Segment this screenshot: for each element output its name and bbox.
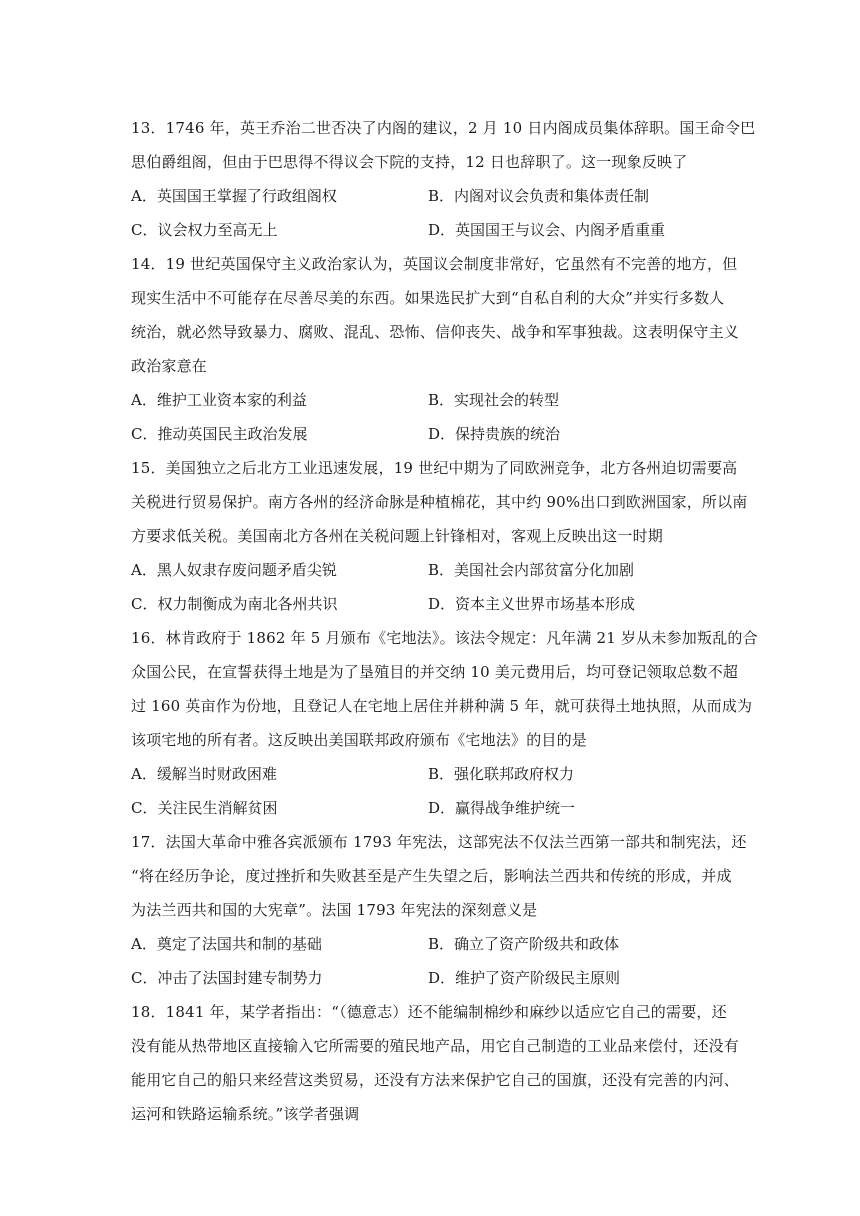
stem-line: 能用它自己的船只来经营这类贸易，还没有方法来保护它自己的国旗，还没有完善的内河、 xyxy=(131,1071,740,1089)
option-b: B．美国社会内部贫富分化加剧 xyxy=(428,561,635,579)
question-18 xyxy=(131,995,740,1131)
stem-line: 15．美国独立之后北方工业迅速发展，19 世纪中期为了同欧洲竞争，北方各州迫切需要高 xyxy=(131,459,738,477)
option-d: D．维护了资产阶级民主原则 xyxy=(428,969,621,987)
stem-line: 统治，就必然导致暴力、腐败、混乱、恐怖、信仰丧失、战争和军事独裁。这表明保守主义 xyxy=(131,323,740,341)
option-a: A．英国国王掌握了行政组阁权 xyxy=(131,187,337,205)
option-d: D．资本主义世界市场基本形成 xyxy=(428,595,636,613)
option-d: D．英国国王与议会、内阁矛盾重重 xyxy=(428,221,666,239)
stem-line: 关税进行贸易保护。南方各州的经济命脉是种植棉花，其中约 90%出口到欧洲国家，所以南 xyxy=(131,493,748,511)
stem-line: 运河和铁路运输系统。”该学者强调 xyxy=(131,1105,360,1123)
stem-line: 众国公民，在宣誓获得土地是为了垦殖目的并交纳 10 美元费用后，均可登记领取总数不超 xyxy=(131,663,739,681)
options xyxy=(131,553,731,621)
option-b: B．内阁对议会负责和集体责任制 xyxy=(428,187,650,205)
stem-line: 17．法国大革命中雅各宾派颁布 1793 年宪法，这部宪法不仅法兰西第一部共和制宪法，还 xyxy=(131,833,747,851)
stem-line: 18．1841 年，某学者指出：“（德意志）还不能编制棉纱和麻纱以适应它自己的需要，还 xyxy=(131,1003,727,1021)
stem-line: 16．林肯政府于 1862 年 5 月颁布《宅地法》。该法令规定：凡年满 21 岁从未参加叛乱的合 xyxy=(131,629,758,647)
question-stem xyxy=(131,825,747,927)
option-row xyxy=(131,383,731,417)
stem-line: 政治家意在 xyxy=(131,357,208,375)
options xyxy=(131,179,731,247)
option-row xyxy=(131,587,731,621)
option-row xyxy=(131,417,731,451)
option-c: C．推动英国民主政治发展 xyxy=(131,425,308,443)
question-stem xyxy=(131,247,740,383)
question-17 xyxy=(131,825,747,995)
question-stem xyxy=(131,621,758,757)
question-list xyxy=(131,111,758,1131)
option-row xyxy=(131,791,731,825)
option-row xyxy=(131,927,731,961)
option-a: A．奠定了法国共和制的基础 xyxy=(131,935,322,953)
option-b: B．强化联邦政府权力 xyxy=(428,765,575,783)
question-16 xyxy=(131,621,758,825)
options xyxy=(131,383,731,451)
stem-line: 方要求低关税。美国南北方各州在关税问题上针锋相对，客观上反映出这一时期 xyxy=(131,527,664,545)
option-c: C．议会权力至高无上 xyxy=(131,221,278,239)
option-a: A．维护工业资本家的利益 xyxy=(131,391,307,409)
option-b: B．实现社会的转型 xyxy=(428,391,560,409)
options xyxy=(131,757,731,825)
stem-line: 该项宅地的所有者。这反映出美国联邦政府颁布《宅地法》的目的是 xyxy=(131,731,588,749)
option-row xyxy=(131,757,731,791)
option-d: D．赢得战争维护统一 xyxy=(428,799,576,817)
stem-line: 过 160 英亩作为份地，且登记人在宅地上居住并耕种满 5 年，就可获得土地执照，从而成为 xyxy=(131,697,753,715)
question-13 xyxy=(131,111,756,247)
stem-line: 14．19 世纪英国保守主义政治家认为，英国议会制度非常好，它虽然有不完善的地方，但 xyxy=(131,255,738,273)
option-c: C．权力制衡成为南北各州共识 xyxy=(131,595,338,613)
option-row xyxy=(131,213,731,247)
stem-line: 现实生活中不可能存在尽善尽美的东西。如果选民扩大到“自私自利的大众”并实行多数人 xyxy=(131,289,725,307)
option-row xyxy=(131,179,731,213)
question-stem xyxy=(131,995,740,1131)
stem-line: 没有能从热带地区直接输入它所需要的殖民地产品，用它自己制造的工业品来偿付，还没有 xyxy=(131,1037,740,1055)
stem-line: 思伯爵组阁，但由于巴思得不得议会下院的支持，12 日也辞职了。这一现象反映了 xyxy=(131,153,688,171)
question-stem xyxy=(131,451,748,553)
options xyxy=(131,927,731,995)
option-d: D．保持贵族的统治 xyxy=(428,425,561,443)
option-c: C．关注民生消解贫困 xyxy=(131,799,278,817)
option-a: A．缓解当时财政困难 xyxy=(131,765,277,783)
option-a: A．黑人奴隶存废问题矛盾尖锐 xyxy=(131,561,337,579)
question-14 xyxy=(131,247,740,451)
stem-line: 为法兰西共和国的大宪章”。法国 1793 年宪法的深刻意义是 xyxy=(131,901,538,919)
stem-line: “将在经历争论，度过挫折和失败甚至是产生失望之后，影响法兰西共和传统的形成，并成 xyxy=(131,867,732,885)
stem-line: 13．1746 年，英王乔治二世否决了内阁的建议，2 月 10 日内阁成员集体辞职。国王命令巴 xyxy=(131,119,756,137)
option-row xyxy=(131,553,731,587)
option-b: B．确立了资产阶级共和政体 xyxy=(428,935,620,953)
question-stem xyxy=(131,111,756,179)
option-row xyxy=(131,961,731,995)
question-15 xyxy=(131,451,748,621)
option-c: C．冲击了法国封建专制势力 xyxy=(131,969,323,987)
